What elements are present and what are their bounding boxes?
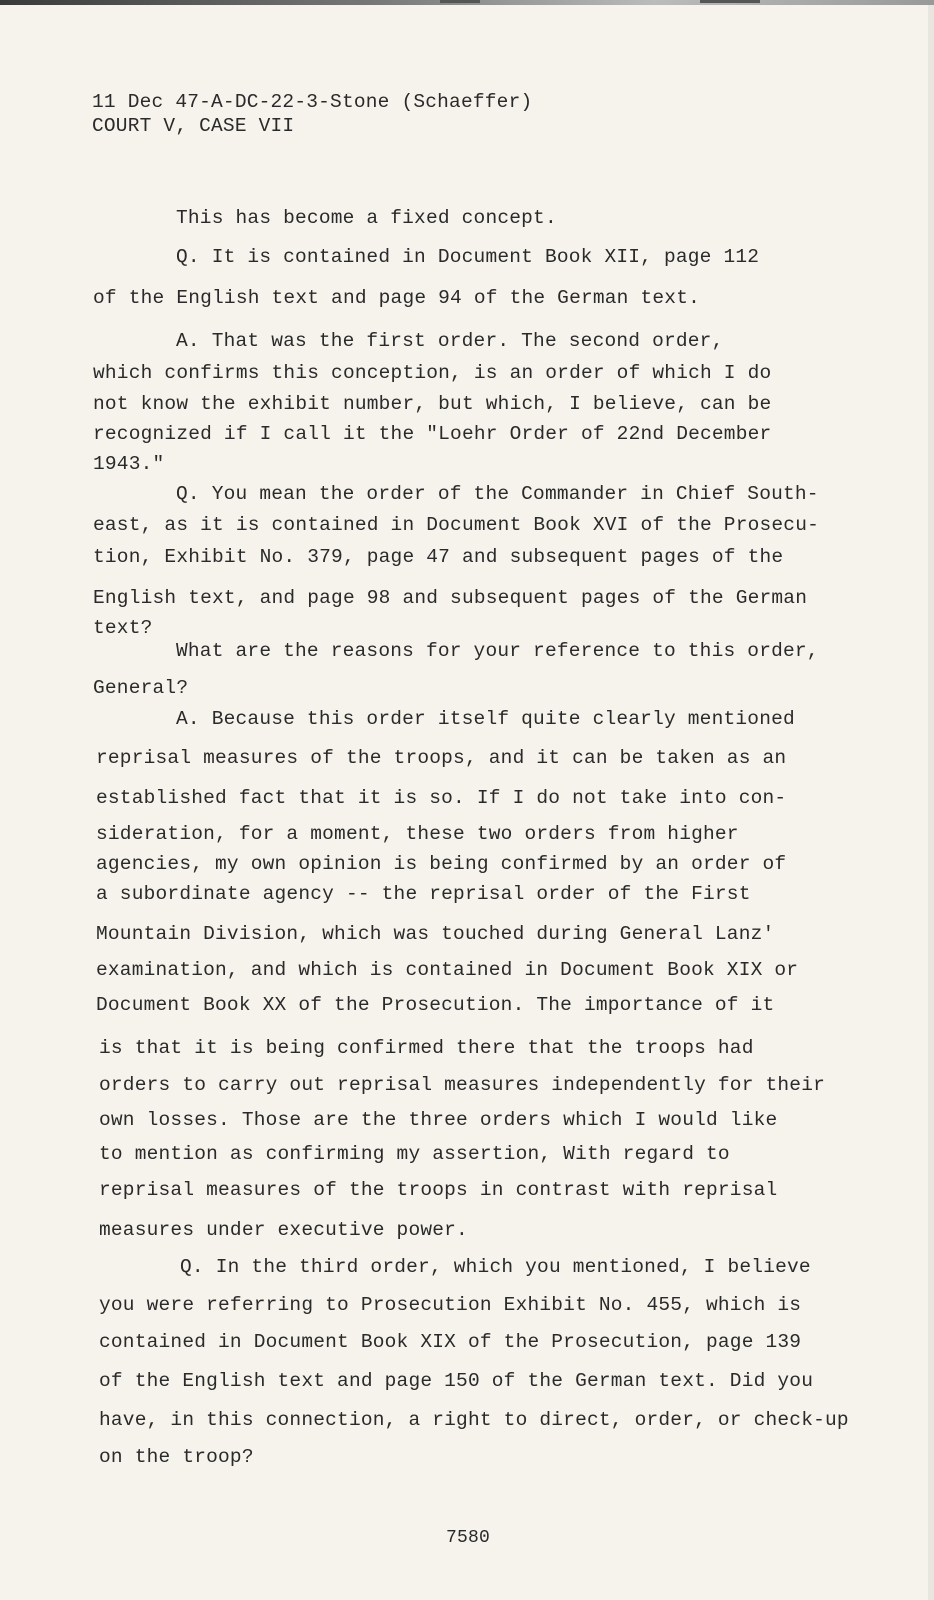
text-line: a subordinate agency -- the reprisal order of the First xyxy=(96,883,751,905)
text-line: A. Because this order itself quite clearly mentioned xyxy=(176,708,795,730)
document-header xyxy=(92,90,532,138)
text-line: This has become a fixed concept. xyxy=(176,207,557,229)
header-reference-line: 11 Dec 47-A-DC-22-3-Stone (Schaeffer) xyxy=(92,91,533,113)
text-line: What are the reasons for your reference to this order, xyxy=(176,640,819,662)
text-line: established fact that it is so. If I do not take into con- xyxy=(96,787,787,809)
text-line: recognized if I call it the "Loehr Order of 22nd December xyxy=(93,423,772,445)
text-line: orders to carry out reprisal measures independently for their xyxy=(99,1074,826,1096)
text-line: reprisal measures of the troops in contrast with reprisal xyxy=(99,1179,778,1201)
header-court-line: COURT V, CASE VII xyxy=(92,115,295,137)
text-line: on the troop? xyxy=(99,1446,254,1468)
text-line: agencies, my own opinion is being confirmed by an order of xyxy=(96,853,787,875)
text-line: A. That was the first order. The second order, xyxy=(176,330,724,352)
text-line: text? xyxy=(93,617,153,639)
text-line: Mountain Division, which was touched during General Lanz' xyxy=(96,923,775,945)
text-line: of the English text and page 150 of the German text. Did you xyxy=(99,1370,814,1392)
text-line: measures under executive power. xyxy=(99,1219,468,1241)
text-line: examination, and which is contained in Document Book XIX or xyxy=(96,959,799,981)
text-line: own losses. Those are the three orders which I would like xyxy=(99,1109,778,1131)
text-line: east, as it is contained in Document Book XVI of the Prosecu- xyxy=(93,514,820,536)
text-line: not know the exhibit number, but which, I believe, can be xyxy=(93,393,772,415)
text-line: Q. In the third order, which you mentioned, I believe xyxy=(180,1256,811,1278)
text-line: sideration, for a moment, these two orders from higher xyxy=(96,823,739,845)
text-line: contained in Document Book XIX of the Prosecution, page 139 xyxy=(99,1331,802,1353)
page-number: 7580 xyxy=(446,1528,491,1548)
text-line: to mention as confirming my assertion, With regard to xyxy=(99,1143,730,1165)
text-line: you were referring to Prosecution Exhibit No. 455, which is xyxy=(99,1294,802,1316)
text-line: Q. It is contained in Document Book XII, page 112 xyxy=(176,246,760,268)
text-line: 1943." xyxy=(93,453,165,475)
text-line: English text, and page 98 and subsequent pages of the German xyxy=(93,587,808,609)
text-line: reprisal measures of the troops, and it can be taken as an xyxy=(96,747,787,769)
text-line: is that it is being confirmed there that the troops had xyxy=(99,1037,754,1059)
text-line: have, in this connection, a right to direct, order, or check-up xyxy=(99,1409,849,1431)
text-line: Q. You mean the order of the Commander in Chief South- xyxy=(176,483,819,505)
text-line: which confirms this conception, is an order of which I do xyxy=(93,362,772,384)
scan-speck xyxy=(440,0,480,3)
text-line: General? xyxy=(93,677,189,699)
scan-speck xyxy=(700,0,760,3)
text-line: Document Book XX of the Prosecution. The importance of it xyxy=(96,994,775,1016)
text-line: tion, Exhibit No. 379, page 47 and subsequent pages of the xyxy=(93,546,784,568)
text-line: of the English text and page 94 of the German text. xyxy=(93,287,700,309)
